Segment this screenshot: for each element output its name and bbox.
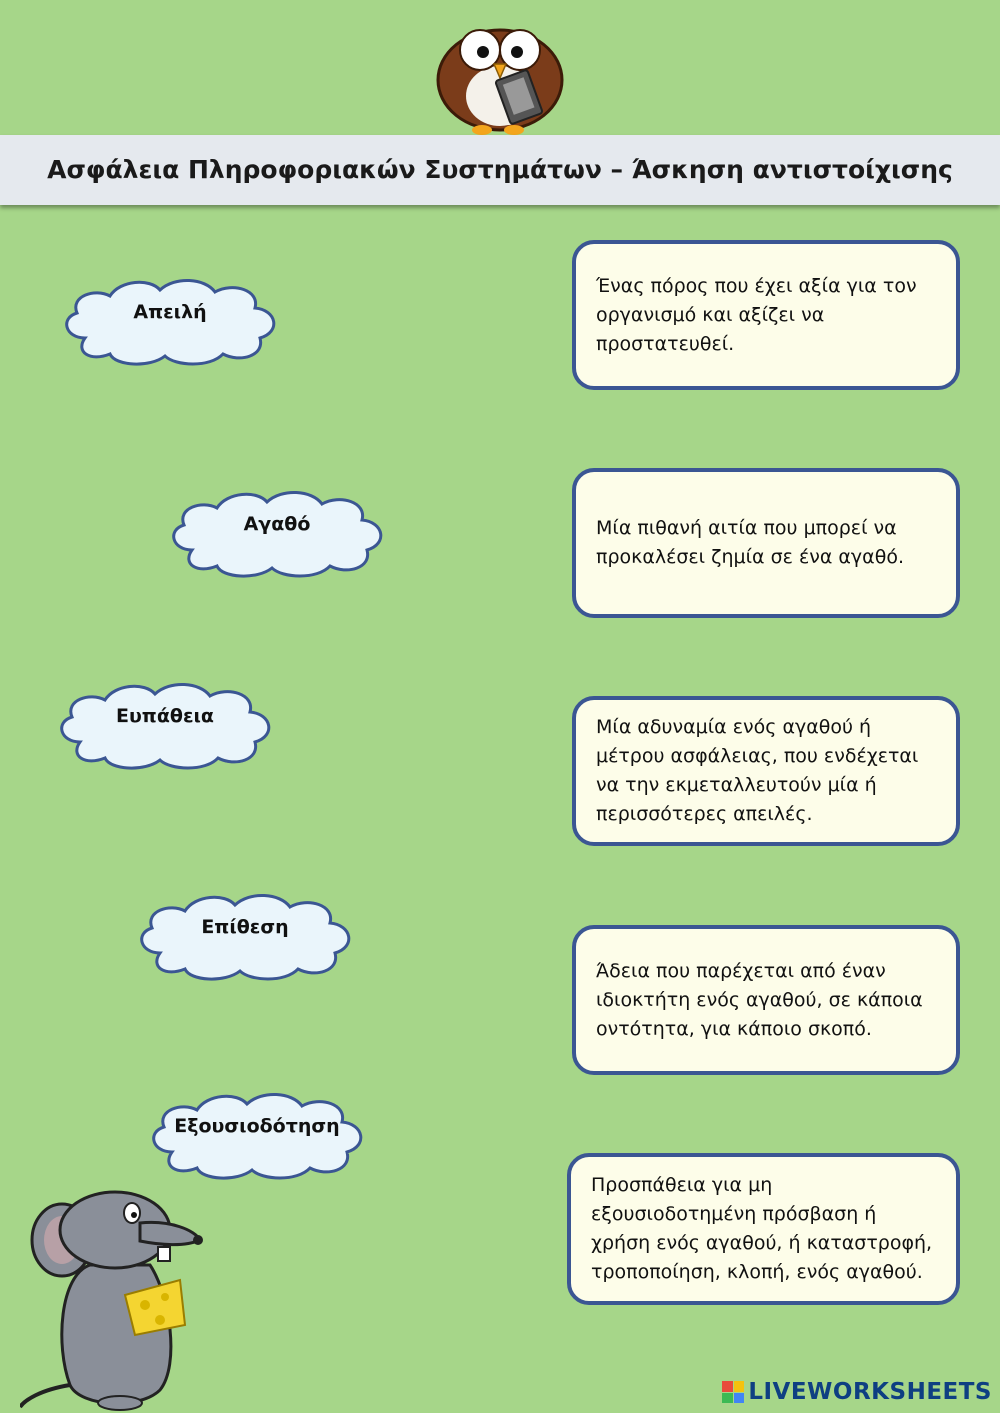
definition-card[interactable] (567, 1153, 960, 1305)
liveworksheets-brand (722, 1379, 992, 1405)
definition-card[interactable] (572, 696, 960, 846)
term-cloud[interactable] (162, 480, 392, 580)
term-cloud[interactable] (142, 1082, 372, 1182)
term-cloud[interactable] (50, 672, 280, 772)
definition-text: Μία αδυναμία ενός αγαθού ή μέτρου ασφάλειας, που ενδέχεται να την εκμεταλλευτούν μία ή περισσότερες απειλές. (596, 716, 919, 825)
term-label: Ευπάθεια (116, 705, 214, 727)
definition-card[interactable] (572, 468, 960, 618)
term-label: Εξουσιοδότηση (174, 1115, 340, 1137)
definition-text: Προσπάθεια για μη εξουσιοδοτημένη πρόσβαση ή χρήση ενός αγαθού, ή καταστροφή, τροποποίηση, κλοπή, ενός αγαθού. (591, 1174, 933, 1283)
definition-text: Μία πιθανή αιτία που μπορεί να προκαλέσει ζημία σε ένα αγαθό. (596, 517, 904, 568)
definition-text: Ένας πόρος που έχει αξία για τον οργανισμό και αξίζει να προστατευθεί. (596, 274, 917, 355)
definition-text: Άδεια που παρέχεται από έναν ιδιοκτήτη ενός αγαθού, σε κάποια οντότητα, για κάποιο σκοπό. (596, 959, 923, 1040)
owl-illustration (430, 8, 570, 138)
term-label: Αγαθό (243, 513, 311, 535)
liveworksheets-logo-icon (722, 1381, 744, 1403)
definition-card[interactable] (572, 240, 960, 390)
term-label: Επίθεση (201, 916, 289, 938)
term-cloud[interactable] (130, 883, 360, 983)
page-title: Ασφάλεια Πληροφοριακών Συστημάτων – Άσκηση αντιστοίχισης (47, 155, 953, 184)
mouse-illustration (20, 1185, 235, 1413)
definition-card[interactable] (572, 925, 960, 1075)
term-cloud[interactable] (55, 268, 285, 368)
title-bar (0, 135, 1000, 205)
brand-label: LIVEWORKSHEETS (748, 1379, 992, 1405)
term-label: Απειλή (133, 301, 207, 323)
